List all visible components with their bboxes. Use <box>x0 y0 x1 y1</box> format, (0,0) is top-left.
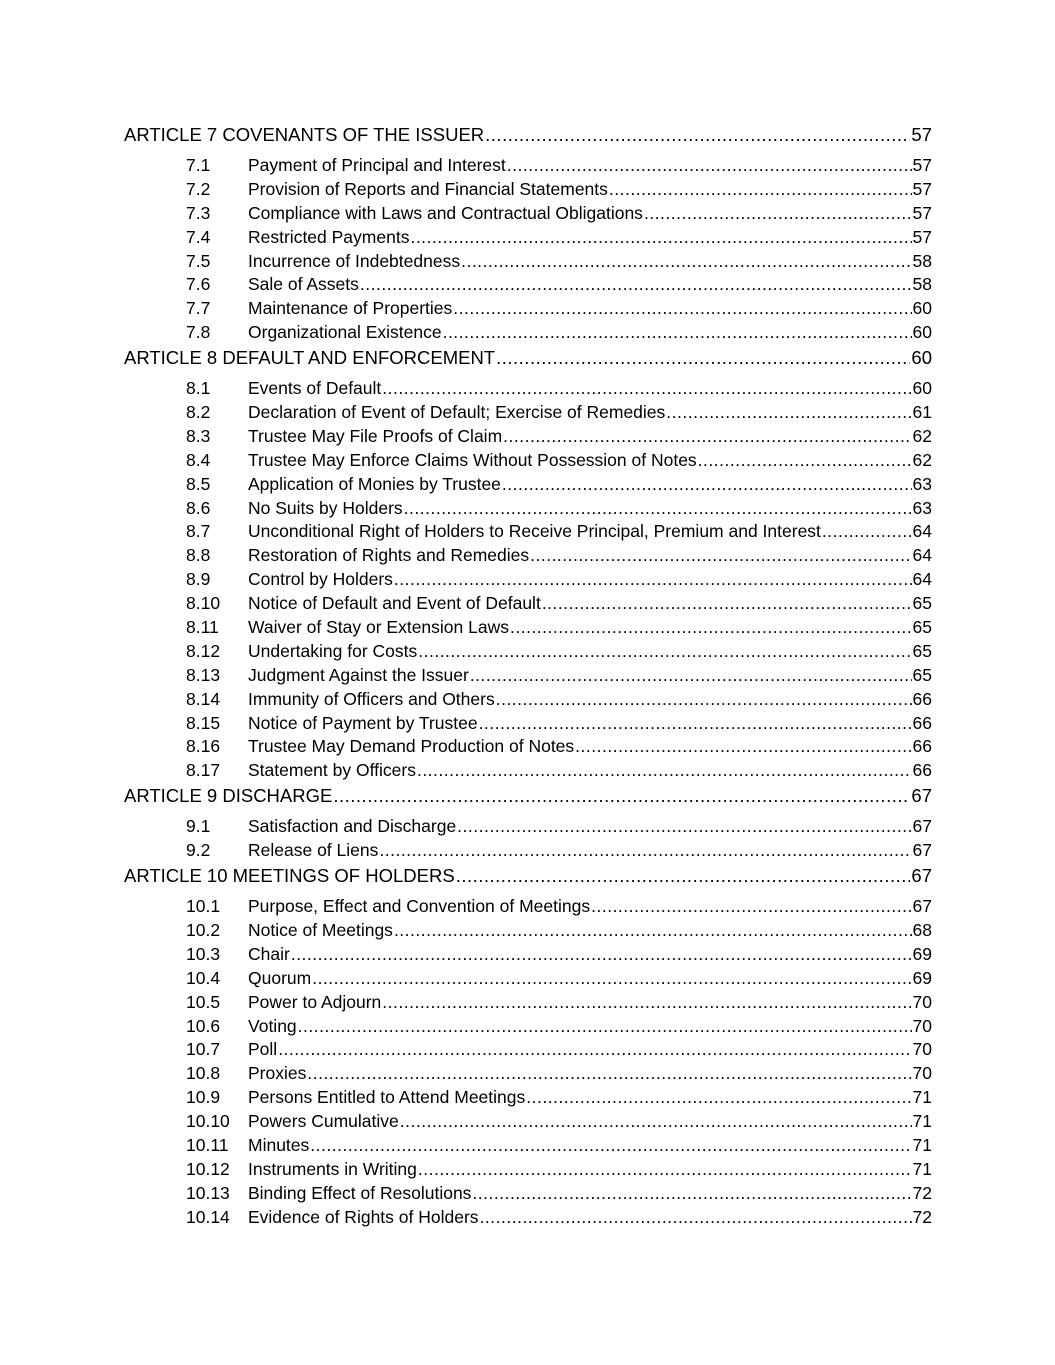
section-number: 10.5 <box>186 991 221 1012</box>
section-title: Power to Adjourn <box>248 991 382 1012</box>
section-page-number: 67 <box>912 816 932 837</box>
dot-leader <box>418 1158 912 1182</box>
dot-leader <box>417 759 912 783</box>
dot-leader <box>456 863 911 889</box>
section-title: Unconditional Right of Holders to Receive Principal, Premium and Interest <box>248 521 821 542</box>
section-title: Chair <box>248 943 290 964</box>
toc-article-group <box>124 345 932 783</box>
section-page-number: 72 <box>912 1182 932 1203</box>
toc-section-entry[interactable] <box>124 1182 932 1206</box>
dot-leader <box>542 592 912 616</box>
section-page-number: 61 <box>912 402 932 423</box>
section-number: 8.5 <box>186 473 211 494</box>
toc-section-entry[interactable] <box>124 895 932 919</box>
dot-leader <box>507 154 912 178</box>
section-title: Control by Holders <box>248 569 393 590</box>
dot-leader <box>291 943 912 967</box>
toc-section-entry[interactable] <box>124 664 932 688</box>
toc-section-entry[interactable] <box>124 520 932 544</box>
article-title: ARTICLE 9 DISCHARGE <box>124 785 333 807</box>
section-title: Waiver of Stay or Extension Laws <box>248 617 509 638</box>
section-page-number: 70 <box>912 1063 932 1084</box>
section-title: Restoration of Rights and Remedies <box>248 545 530 566</box>
toc-section-entry[interactable] <box>124 250 932 274</box>
section-number: 10.4 <box>186 967 221 988</box>
article-title: ARTICLE 7 COVENANTS OF THE ISSUER <box>124 124 485 145</box>
toc-section-entry[interactable] <box>124 226 932 250</box>
section-page-number: 66 <box>912 760 932 781</box>
section-title: Quorum <box>248 967 312 988</box>
section-page-number: 60 <box>912 298 932 319</box>
section-number: 8.12 <box>186 640 221 661</box>
toc-section-entry[interactable] <box>124 1015 932 1039</box>
section-page-number: 57 <box>912 155 932 175</box>
dot-leader <box>461 250 911 274</box>
section-number: 8.6 <box>186 497 211 518</box>
section-page-number: 67 <box>912 840 932 861</box>
section-title: Trustee May File Proofs of Claim <box>248 425 503 446</box>
toc-section-entry[interactable] <box>124 1206 932 1230</box>
toc-section-entry[interactable] <box>124 943 932 967</box>
section-page-number: 69 <box>912 967 932 988</box>
section-title: Binding Effect of Resolutions <box>248 1182 472 1203</box>
toc-section-entry[interactable] <box>124 688 932 712</box>
section-page-number: 71 <box>912 1111 932 1132</box>
dot-leader <box>333 783 910 809</box>
section-title: Trustee May Demand Production of Notes <box>248 736 575 757</box>
section-title: Notice of Default and Event of Default <box>248 593 541 614</box>
toc-section-entry[interactable] <box>124 592 932 616</box>
toc-section-entry[interactable] <box>124 449 932 473</box>
dot-leader <box>418 640 911 664</box>
section-page-number: 57 <box>912 202 932 223</box>
section-number: 8.17 <box>186 760 221 781</box>
section-number: 7.6 <box>186 274 211 295</box>
section-number: 7.4 <box>186 226 211 247</box>
dot-leader <box>400 1110 912 1134</box>
section-title: Proxies <box>248 1063 307 1084</box>
section-number: 7.1 <box>186 155 211 175</box>
section-page-number: 64 <box>912 545 932 566</box>
section-page-number: 66 <box>912 688 932 709</box>
dot-leader <box>496 345 910 371</box>
dot-leader <box>575 735 911 759</box>
section-number: 8.10 <box>186 593 221 614</box>
section-title: Voting <box>248 1015 297 1036</box>
section-page-number: 60 <box>912 378 932 399</box>
toc-section-entry[interactable] <box>124 401 932 425</box>
section-page-number: 63 <box>912 473 932 494</box>
section-title: Instruments in Writing <box>248 1158 417 1179</box>
section-number: 8.7 <box>186 521 211 542</box>
toc-section-entry[interactable] <box>124 1158 932 1182</box>
section-title: Maintenance of Properties <box>248 298 453 319</box>
dot-leader <box>382 377 911 401</box>
section-page-number: 70 <box>912 1039 932 1060</box>
dot-leader <box>526 1086 911 1110</box>
section-number: 8.16 <box>186 736 221 757</box>
section-number: 10.12 <box>186 1158 230 1179</box>
toc-section-entry[interactable] <box>124 321 932 345</box>
section-title: Undertaking for Costs <box>248 640 418 661</box>
section-number: 8.14 <box>186 688 221 709</box>
section-page-number: 64 <box>912 521 932 542</box>
section-title: Purpose, Effect and Convention of Meetings <box>248 896 591 917</box>
section-title: Declaration of Event of Default; Exercise of Remedies <box>248 402 666 423</box>
dot-leader <box>394 919 912 943</box>
section-page-number: 64 <box>912 569 932 590</box>
section-number: 8.8 <box>186 545 211 566</box>
dot-leader <box>404 497 912 521</box>
section-title: Payment of Principal and Interest <box>248 155 506 175</box>
dot-leader <box>822 520 912 544</box>
section-page-number: 65 <box>912 617 932 638</box>
section-page-number: 62 <box>912 425 932 446</box>
toc-article-heading[interactable] <box>124 863 932 889</box>
dot-leader <box>394 568 912 592</box>
dot-leader <box>609 178 912 202</box>
article-page-number: 67 <box>911 865 932 887</box>
section-title: Satisfaction and Discharge <box>248 816 457 837</box>
toc-article-group <box>124 783 932 863</box>
section-title: Sale of Assets <box>248 274 359 295</box>
section-title: Immunity of Officers and Others <box>248 688 495 709</box>
toc-section-entry[interactable] <box>124 839 932 863</box>
dot-leader <box>530 544 911 568</box>
section-page-number: 58 <box>912 274 932 295</box>
section-title: Restricted Payments <box>248 226 410 247</box>
section-page-number: 68 <box>912 919 932 940</box>
toc-section-entry[interactable] <box>124 640 932 664</box>
section-page-number: 58 <box>912 250 932 271</box>
toc-section-entry[interactable] <box>124 735 932 759</box>
section-page-number: 66 <box>912 712 932 733</box>
dot-leader <box>457 815 911 839</box>
section-page-number: 69 <box>912 943 932 964</box>
section-title: Events of Default <box>248 378 382 399</box>
dot-leader <box>410 226 911 250</box>
section-title: Provision of Reports and Financial Statements <box>248 178 608 199</box>
toc-section-entry[interactable] <box>124 178 932 202</box>
section-number: 8.13 <box>186 664 221 685</box>
toc-section-entry[interactable] <box>124 1062 932 1086</box>
dot-leader <box>485 122 910 148</box>
section-number: 7.7 <box>186 298 211 319</box>
toc-article-group <box>124 122 932 345</box>
section-page-number: 72 <box>912 1206 932 1227</box>
dot-leader <box>278 1038 911 1062</box>
toc-article-heading[interactable] <box>124 783 932 809</box>
toc-section-entry[interactable] <box>124 497 932 521</box>
article-title: ARTICLE 10 MEETINGS OF HOLDERS <box>124 865 455 887</box>
section-page-number: 63 <box>912 497 932 518</box>
section-page-number: 57 <box>912 226 932 247</box>
section-number: 10.3 <box>186 943 221 964</box>
dot-leader <box>698 449 912 473</box>
section-number: 8.4 <box>186 449 211 470</box>
dot-leader <box>644 202 912 226</box>
section-number: 7.2 <box>186 178 211 199</box>
toc-section-entry[interactable] <box>124 919 932 943</box>
section-title: Evidence of Rights of Holders <box>248 1206 479 1227</box>
section-number: 8.15 <box>186 712 221 733</box>
dot-leader <box>591 895 911 919</box>
toc-section-entry[interactable] <box>124 377 932 401</box>
section-number: 9.2 <box>186 840 211 861</box>
section-number: 8.1 <box>186 378 211 399</box>
section-page-number: 71 <box>912 1087 932 1108</box>
toc-section-entry[interactable] <box>124 473 932 497</box>
section-title: Statement by Officers <box>248 760 416 781</box>
section-page-number: 60 <box>912 322 932 343</box>
section-page-number: 65 <box>912 593 932 614</box>
section-number: 8.3 <box>186 425 211 446</box>
section-title: Organizational Existence <box>248 322 442 343</box>
section-title: Trustee May Enforce Claims Without Possession of Notes <box>248 449 697 470</box>
section-page-number: 71 <box>912 1134 932 1155</box>
toc-section-entry[interactable] <box>124 544 932 568</box>
section-title: Compliance with Laws and Contractual Obligations <box>248 202 643 223</box>
toc-section-entry[interactable] <box>124 297 932 321</box>
table-of-contents <box>124 122 932 1230</box>
section-number: 7.8 <box>186 322 211 343</box>
section-title: Incurrence of Indebtedness <box>248 250 461 271</box>
section-number: 10.7 <box>186 1039 221 1060</box>
article-title: ARTICLE 8 DEFAULT AND ENFORCEMENT <box>124 347 496 369</box>
toc-section-entry[interactable] <box>124 154 932 178</box>
section-page-number: 71 <box>912 1158 932 1179</box>
article-page-number: 67 <box>911 785 932 807</box>
dot-leader <box>480 1206 912 1230</box>
toc-section-entry[interactable] <box>124 1038 932 1062</box>
toc-article-heading[interactable] <box>124 345 932 371</box>
section-page-number: 62 <box>912 449 932 470</box>
section-number: 7.5 <box>186 250 211 271</box>
section-number: 10.2 <box>186 919 221 940</box>
toc-section-list <box>124 377 932 783</box>
toc-section-entry[interactable] <box>124 759 932 783</box>
toc-section-entry[interactable] <box>124 425 932 449</box>
section-number: 8.9 <box>186 569 211 590</box>
section-number: 10.9 <box>186 1087 221 1108</box>
article-page-number: 57 <box>911 124 932 145</box>
dot-leader <box>382 991 911 1015</box>
dot-leader <box>503 425 911 449</box>
dot-leader <box>310 1134 911 1158</box>
section-title: Notice of Meetings <box>248 919 393 940</box>
section-number: 10.11 <box>186 1134 229 1155</box>
toc-section-entry[interactable] <box>124 967 932 991</box>
section-page-number: 66 <box>912 736 932 757</box>
toc-section-entry[interactable] <box>124 616 932 640</box>
dot-leader <box>312 967 911 991</box>
dot-leader <box>479 712 912 736</box>
section-number: 10.6 <box>186 1015 221 1036</box>
section-page-number: 65 <box>912 640 932 661</box>
section-number: 7.3 <box>186 202 211 223</box>
section-number: 8.2 <box>186 402 211 423</box>
section-title: Poll <box>248 1039 278 1060</box>
section-number: 10.10 <box>186 1111 230 1132</box>
section-number: 10.14 <box>186 1206 230 1227</box>
dot-leader <box>307 1062 911 1086</box>
section-page-number: 70 <box>912 991 932 1012</box>
dot-leader <box>379 839 911 863</box>
toc-section-list <box>124 815 932 863</box>
section-title: Powers Cumulative <box>248 1111 399 1132</box>
section-page-number: 65 <box>912 664 932 685</box>
section-page-number: 67 <box>912 896 932 917</box>
toc-section-entry[interactable] <box>124 202 932 226</box>
dot-leader <box>453 297 911 321</box>
dot-leader <box>470 664 912 688</box>
toc-section-entry[interactable] <box>124 1110 932 1134</box>
dot-leader <box>360 273 912 297</box>
dot-leader <box>443 321 912 345</box>
section-page-number: 57 <box>912 178 932 199</box>
dot-leader <box>510 616 912 640</box>
section-page-number: 70 <box>912 1015 932 1036</box>
section-title: Release of Liens <box>248 840 379 861</box>
section-title: No Suits by Holders <box>248 497 403 518</box>
toc-section-list <box>124 895 932 1229</box>
toc-section-entry[interactable] <box>124 815 932 839</box>
toc-section-entry[interactable] <box>124 1086 932 1110</box>
toc-section-list <box>124 154 932 345</box>
section-title: Minutes <box>248 1134 310 1155</box>
section-number: 10.8 <box>186 1063 221 1084</box>
dot-leader <box>298 1015 912 1039</box>
section-number: 10.1 <box>186 896 221 917</box>
dot-leader <box>472 1182 911 1206</box>
section-number: 8.11 <box>186 617 219 638</box>
section-title: Notice of Payment by Trustee <box>248 712 478 733</box>
toc-article-group <box>124 863 932 1229</box>
toc-section-entry[interactable] <box>124 1134 932 1158</box>
section-title: Application of Monies by Trustee <box>248 473 501 494</box>
section-number: 10.13 <box>186 1182 230 1203</box>
section-title: Persons Entitled to Attend Meetings <box>248 1087 526 1108</box>
dot-leader <box>502 473 912 497</box>
dot-leader <box>666 401 911 425</box>
section-number: 9.1 <box>186 816 211 837</box>
toc-section-entry[interactable] <box>124 568 932 592</box>
toc-article-heading[interactable] <box>124 122 932 148</box>
dot-leader <box>496 688 912 712</box>
article-page-number: 60 <box>911 347 932 369</box>
toc-section-entry[interactable] <box>124 712 932 736</box>
toc-section-entry[interactable] <box>124 991 932 1015</box>
toc-section-entry[interactable] <box>124 273 932 297</box>
section-title: Judgment Against the Issuer <box>248 664 469 685</box>
